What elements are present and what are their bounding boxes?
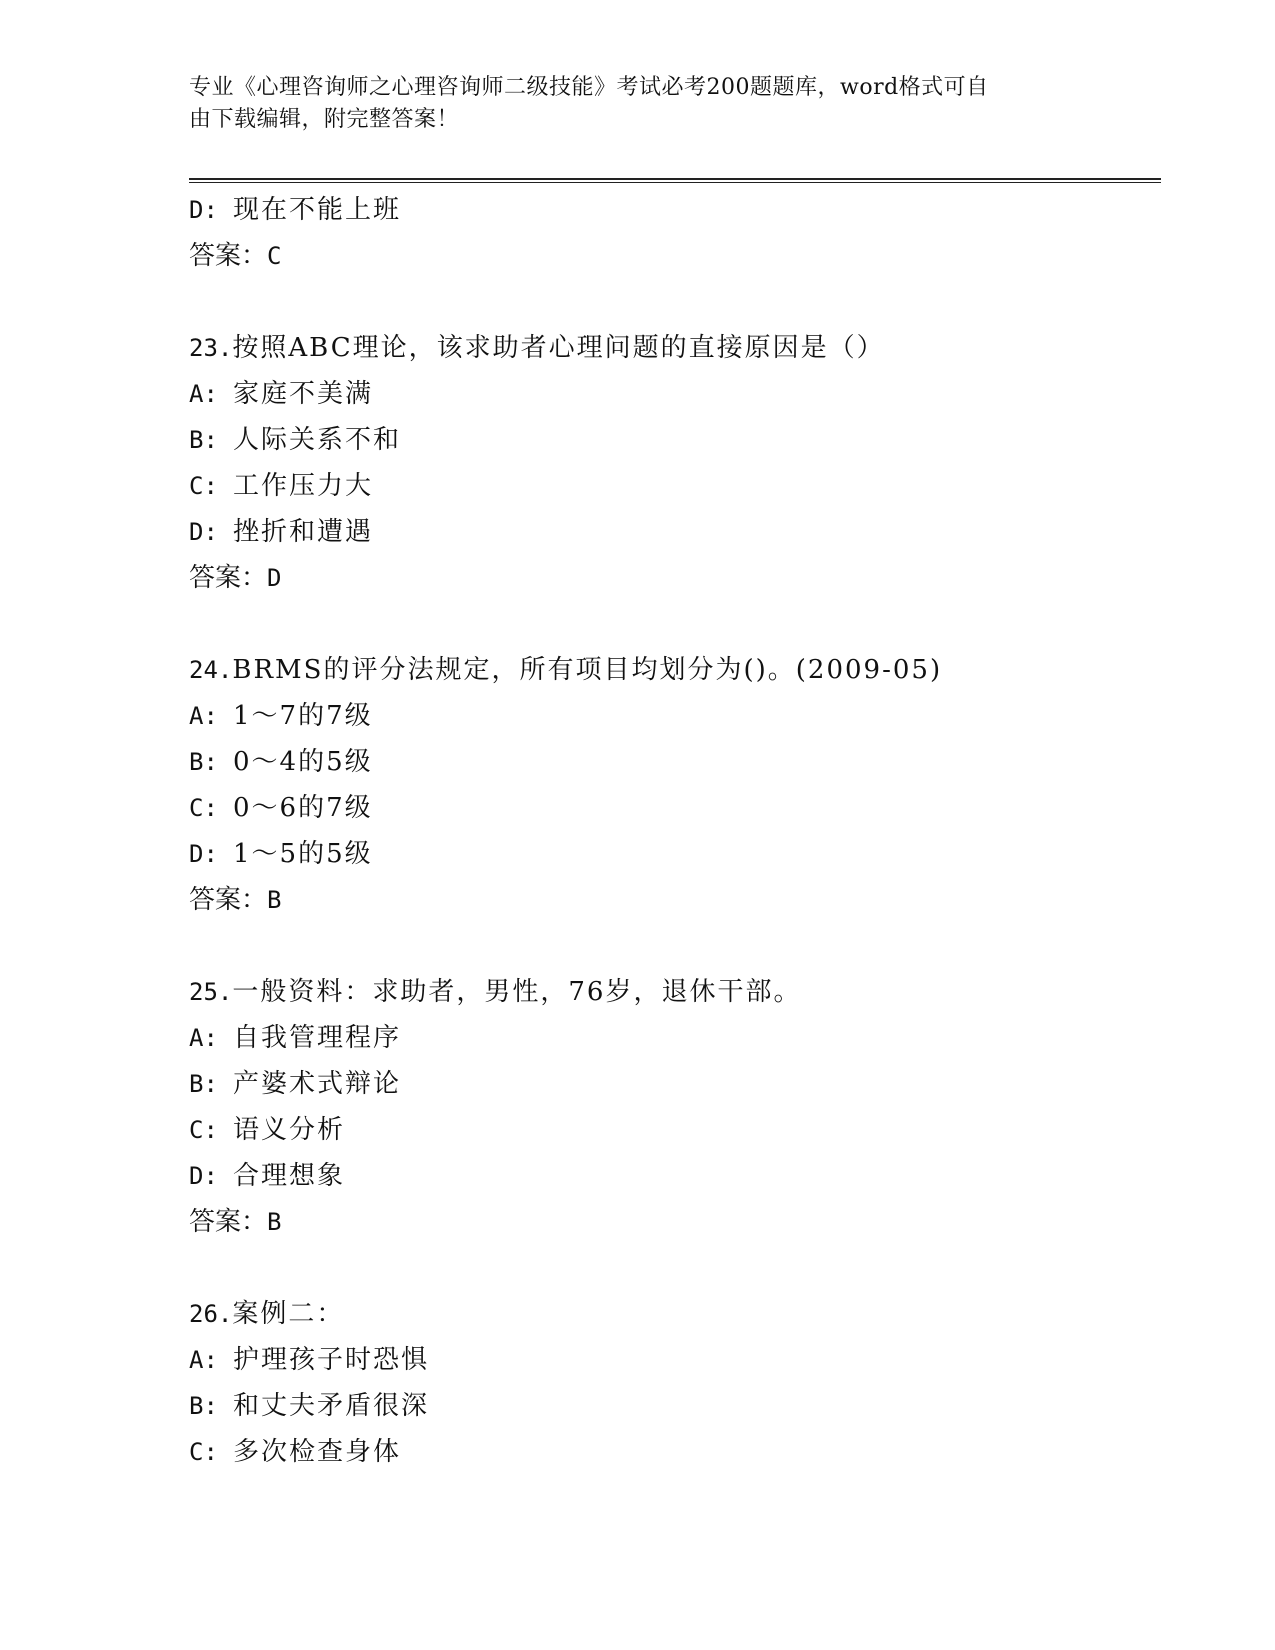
option-b — [189, 1383, 1161, 1429]
option-text: 自我管理程序 — [233, 1023, 402, 1053]
option-d — [189, 187, 1161, 233]
header-title-line-1: 专业《心理咨询师之心理咨询师二级技能》考试必考200题题库，word格式可自 — [189, 75, 989, 100]
option-text: 1～7的7级 — [233, 701, 373, 731]
option-text: 0～4的5级 — [233, 747, 373, 777]
option-letter: D: — [189, 1162, 218, 1190]
question-text: BRMS的评分法规定，所有项目均划分为()。(2009-05) — [232, 655, 943, 685]
header-title-line-2: 由下载编辑，附完整答案！ — [189, 107, 460, 132]
option-letter: D: — [189, 840, 218, 868]
answer-line — [189, 233, 1161, 279]
question-number: 23. — [189, 334, 233, 362]
question-stem — [189, 325, 1161, 371]
option-letter: A: — [189, 380, 218, 408]
answer-value: D — [267, 564, 282, 592]
question-block-prev — [189, 187, 1161, 279]
spacer — [189, 1245, 1161, 1291]
option-letter: D: — [189, 196, 218, 224]
header-divider-thick — [189, 178, 1161, 180]
question-block-24 — [189, 647, 1161, 923]
question-number: 24. — [189, 656, 233, 684]
question-block-23 — [189, 325, 1161, 601]
answer-label: 答案： — [189, 241, 268, 271]
answer-line — [189, 555, 1161, 601]
option-d — [189, 1153, 1161, 1199]
option-d — [189, 509, 1161, 555]
option-b — [189, 1061, 1161, 1107]
option-letter: C: — [189, 1116, 218, 1144]
option-b — [189, 417, 1161, 463]
option-text: 多次检查身体 — [233, 1437, 402, 1467]
header-divider-thin — [189, 182, 1161, 183]
option-text: 合理想象 — [233, 1161, 346, 1191]
option-c — [189, 1429, 1161, 1475]
option-c — [189, 1107, 1161, 1153]
option-letter: D: — [189, 518, 218, 546]
question-stem — [189, 969, 1161, 1015]
option-letter: C: — [189, 472, 218, 500]
option-text: 和丈夫矛盾很深 — [233, 1391, 430, 1421]
spacer — [189, 923, 1161, 969]
option-text: 语义分析 — [233, 1115, 346, 1145]
question-list — [189, 187, 1161, 1475]
option-text: 人际关系不和 — [233, 425, 402, 455]
option-a — [189, 371, 1161, 417]
option-text: 产婆术式辩论 — [233, 1069, 402, 1099]
option-b — [189, 739, 1161, 785]
option-letter: A: — [189, 1024, 218, 1052]
option-text: 1～5的5级 — [233, 839, 373, 869]
question-text: 案例二： — [232, 1299, 345, 1329]
option-letter: B: — [189, 748, 218, 776]
option-letter: B: — [189, 426, 218, 454]
option-letter: C: — [189, 1438, 218, 1466]
spacer — [189, 279, 1161, 325]
option-text: 工作压力大 — [233, 471, 374, 501]
option-text: 现在不能上班 — [233, 195, 402, 225]
question-block-26 — [189, 1291, 1161, 1475]
question-number: 26. — [189, 1300, 233, 1328]
option-text: 护理孩子时恐惧 — [233, 1345, 430, 1375]
answer-value: C — [267, 242, 282, 270]
option-letter: B: — [189, 1070, 218, 1098]
option-text: 0～6的7级 — [233, 793, 373, 823]
option-c — [189, 785, 1161, 831]
answer-label: 答案： — [189, 1207, 268, 1237]
option-a — [189, 1337, 1161, 1383]
question-block-25 — [189, 969, 1161, 1245]
option-letter: A: — [189, 702, 218, 730]
question-text: 一般资料：求助者，男性，76岁，退休干部。 — [232, 977, 802, 1007]
option-d — [189, 831, 1161, 877]
answer-value: B — [267, 886, 282, 914]
answer-label: 答案： — [189, 563, 268, 593]
option-letter: B: — [189, 1392, 218, 1420]
document-header — [189, 72, 1069, 136]
answer-value: B — [267, 1208, 282, 1236]
option-letter: A: — [189, 1346, 218, 1374]
answer-label: 答案： — [189, 885, 268, 915]
question-stem — [189, 647, 1161, 693]
option-a — [189, 693, 1161, 739]
spacer — [189, 601, 1161, 647]
option-text: 家庭不美满 — [233, 379, 374, 409]
option-text: 挫折和遭遇 — [233, 517, 374, 547]
option-letter: C: — [189, 794, 218, 822]
question-text: 按照ABC理论，该求助者心理问题的直接原因是（） — [232, 333, 885, 363]
answer-line — [189, 877, 1161, 923]
question-number: 25. — [189, 978, 233, 1006]
question-stem — [189, 1291, 1161, 1337]
answer-line — [189, 1199, 1161, 1245]
option-c — [189, 463, 1161, 509]
option-a — [189, 1015, 1161, 1061]
